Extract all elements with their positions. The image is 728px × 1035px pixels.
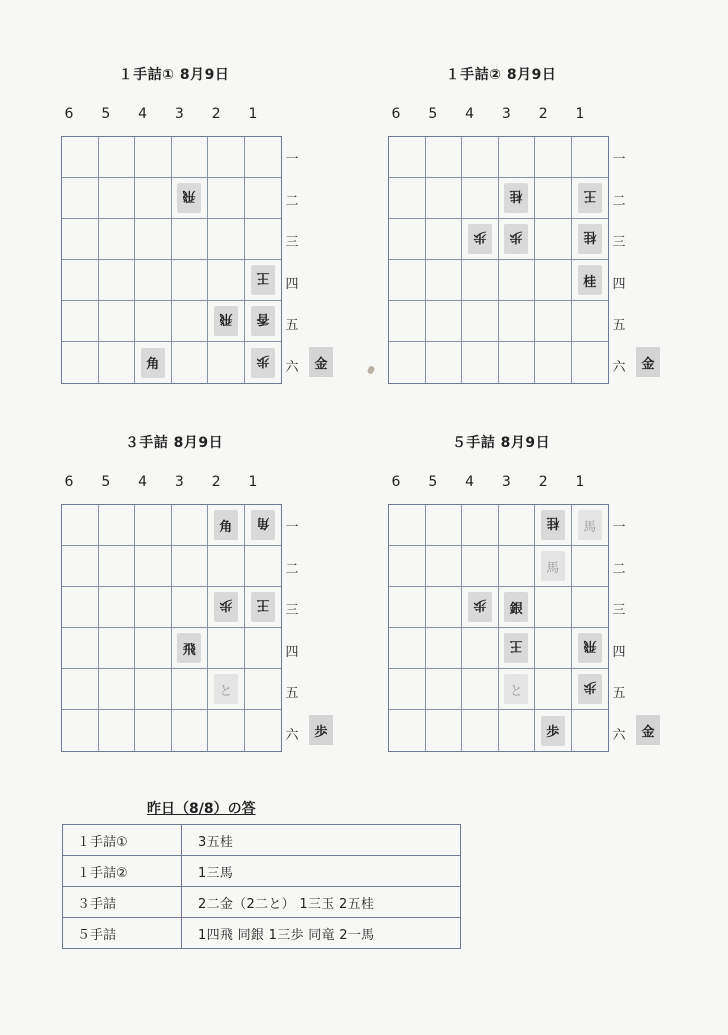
shogi-piece[interactable]: 王 bbox=[578, 183, 602, 213]
board-square[interactable] bbox=[426, 301, 463, 342]
column-number: 4 bbox=[465, 474, 475, 490]
board-square[interactable] bbox=[62, 628, 99, 669]
shogi-piece[interactable]: と bbox=[214, 674, 238, 704]
board-square[interactable] bbox=[172, 301, 209, 342]
board-square[interactable] bbox=[245, 628, 282, 669]
board-square[interactable] bbox=[135, 587, 172, 628]
answer-row bbox=[63, 918, 461, 949]
board-square[interactable] bbox=[172, 710, 209, 751]
board-square[interactable] bbox=[572, 669, 609, 710]
shogi-board bbox=[61, 504, 282, 752]
board-square[interactable] bbox=[389, 219, 426, 260]
board-square[interactable] bbox=[535, 219, 572, 260]
board-square[interactable] bbox=[389, 669, 426, 710]
board-square[interactable] bbox=[535, 628, 572, 669]
shogi-piece[interactable]: 馬 bbox=[578, 510, 602, 540]
column-number: 6 bbox=[64, 474, 74, 490]
board-square[interactable] bbox=[245, 178, 282, 219]
board-square[interactable] bbox=[135, 342, 172, 383]
answer-row bbox=[63, 887, 461, 918]
column-number: 1 bbox=[575, 106, 585, 122]
column-number: 1 bbox=[248, 106, 258, 122]
board-square[interactable] bbox=[99, 505, 136, 546]
board-square[interactable] bbox=[135, 669, 172, 710]
board-square[interactable] bbox=[62, 342, 99, 383]
board-square[interactable] bbox=[499, 546, 536, 587]
row-number: 五 bbox=[285, 318, 299, 333]
row-number: 二 bbox=[612, 561, 626, 577]
board-square[interactable] bbox=[426, 669, 463, 710]
board-square[interactable] bbox=[572, 137, 609, 178]
board-square[interactable] bbox=[172, 628, 209, 669]
board-square[interactable] bbox=[389, 710, 426, 751]
board-square[interactable] bbox=[535, 710, 572, 751]
board-square[interactable] bbox=[499, 219, 536, 260]
column-number: 4 bbox=[138, 474, 148, 490]
board-square[interactable] bbox=[499, 178, 536, 219]
answer-puzzle-label: ３手詰 bbox=[63, 887, 182, 918]
column-number: 1 bbox=[248, 474, 258, 490]
puzzle-title: ５手詰 8月9日 bbox=[451, 435, 551, 451]
board-square[interactable] bbox=[462, 260, 499, 301]
board-square[interactable] bbox=[62, 710, 99, 751]
row-number: 二 bbox=[285, 561, 299, 577]
board-square[interactable] bbox=[426, 628, 463, 669]
board-square[interactable] bbox=[99, 219, 136, 260]
piece-in-hand[interactable]: 金 bbox=[309, 347, 333, 377]
row-number: 六 bbox=[612, 727, 626, 743]
row-number: 六 bbox=[285, 727, 299, 743]
board-square[interactable] bbox=[462, 628, 499, 669]
row-number: 五 bbox=[612, 686, 626, 701]
board-square[interactable] bbox=[62, 301, 99, 342]
board-square[interactable] bbox=[535, 587, 572, 628]
board-square[interactable] bbox=[135, 628, 172, 669]
row-number: 六 bbox=[612, 359, 626, 375]
board-square[interactable] bbox=[245, 301, 282, 342]
board-square[interactable] bbox=[462, 178, 499, 219]
board-square[interactable] bbox=[99, 710, 136, 751]
board-square[interactable] bbox=[172, 342, 209, 383]
column-number: 4 bbox=[138, 106, 148, 122]
board-square[interactable] bbox=[499, 301, 536, 342]
board-square[interactable] bbox=[499, 587, 536, 628]
answer-moves: 3五桂 bbox=[182, 825, 461, 856]
board-square[interactable] bbox=[426, 546, 463, 587]
board-square[interactable] bbox=[462, 546, 499, 587]
board-square[interactable] bbox=[245, 137, 282, 178]
column-number: 5 bbox=[101, 106, 111, 122]
board-square[interactable] bbox=[172, 587, 209, 628]
board-square[interactable] bbox=[462, 587, 499, 628]
row-number: 五 bbox=[285, 686, 299, 701]
board-square[interactable] bbox=[172, 178, 209, 219]
column-number: 3 bbox=[501, 106, 511, 122]
board-square[interactable] bbox=[535, 137, 572, 178]
board-square[interactable] bbox=[535, 301, 572, 342]
board-square[interactable] bbox=[208, 301, 245, 342]
row-number: 五 bbox=[612, 318, 626, 333]
row-number: 一 bbox=[612, 520, 626, 535]
board-square[interactable] bbox=[99, 669, 136, 710]
shogi-piece[interactable]: 王 bbox=[251, 592, 275, 622]
board-square[interactable] bbox=[426, 587, 463, 628]
answer-puzzle-label: １手詰① bbox=[63, 825, 182, 856]
column-number: 2 bbox=[211, 474, 221, 490]
board-square[interactable] bbox=[245, 219, 282, 260]
board-square[interactable] bbox=[245, 260, 282, 301]
shogi-piece[interactable]: 馬 bbox=[541, 551, 565, 581]
board-square[interactable] bbox=[426, 260, 463, 301]
board-square[interactable] bbox=[135, 505, 172, 546]
piece-in-hand[interactable]: 金 bbox=[636, 715, 660, 745]
board-square[interactable] bbox=[462, 669, 499, 710]
board-square[interactable] bbox=[572, 546, 609, 587]
answer-row bbox=[63, 856, 461, 887]
board-square[interactable] bbox=[208, 260, 245, 301]
board-square[interactable] bbox=[572, 301, 609, 342]
row-number: 四 bbox=[285, 276, 299, 292]
row-number: 四 bbox=[612, 644, 626, 660]
board-square[interactable] bbox=[135, 301, 172, 342]
shogi-piece[interactable]: 桂 bbox=[578, 265, 602, 295]
board-square[interactable] bbox=[208, 546, 245, 587]
shogi-piece[interactable]: 歩 bbox=[214, 592, 238, 622]
board-square[interactable] bbox=[462, 505, 499, 546]
board-square[interactable] bbox=[208, 710, 245, 751]
row-number: 三 bbox=[285, 603, 299, 618]
board-square[interactable] bbox=[426, 137, 463, 178]
column-number: 2 bbox=[538, 106, 548, 122]
board-square[interactable] bbox=[62, 587, 99, 628]
shogi-board bbox=[61, 136, 282, 384]
board-square[interactable] bbox=[62, 260, 99, 301]
shogi-piece[interactable]: 銀 bbox=[504, 592, 528, 622]
board-square[interactable] bbox=[99, 301, 136, 342]
column-number: 5 bbox=[101, 474, 111, 490]
board-square[interactable] bbox=[208, 219, 245, 260]
board-square[interactable] bbox=[99, 342, 136, 383]
puzzle-title: １手詰① 8月9日 bbox=[118, 67, 230, 83]
row-number: 二 bbox=[285, 193, 299, 209]
board-square[interactable] bbox=[462, 342, 499, 383]
board-square[interactable] bbox=[99, 260, 136, 301]
board-square[interactable] bbox=[572, 260, 609, 301]
board-square[interactable] bbox=[389, 137, 426, 178]
shogi-piece[interactable]: 飛 bbox=[214, 306, 238, 336]
column-number: 4 bbox=[465, 106, 475, 122]
board-square[interactable] bbox=[208, 669, 245, 710]
board-square[interactable] bbox=[462, 137, 499, 178]
shogi-piece[interactable]: 歩 bbox=[541, 716, 565, 746]
board-square[interactable] bbox=[535, 342, 572, 383]
board-square[interactable] bbox=[208, 628, 245, 669]
board-square[interactable] bbox=[99, 178, 136, 219]
board-square[interactable] bbox=[572, 710, 609, 751]
column-number: 3 bbox=[174, 106, 184, 122]
board-square[interactable] bbox=[572, 178, 609, 219]
answers-table bbox=[62, 824, 461, 949]
board-square[interactable] bbox=[99, 546, 136, 587]
shogi-piece[interactable]: 角 bbox=[214, 510, 238, 540]
board-square[interactable] bbox=[245, 710, 282, 751]
board-square[interactable] bbox=[389, 178, 426, 219]
shogi-piece[interactable]: 歩 bbox=[504, 224, 528, 254]
row-number: 三 bbox=[612, 603, 626, 618]
shogi-piece[interactable]: 飛 bbox=[177, 633, 201, 663]
board-square[interactable] bbox=[208, 342, 245, 383]
board-square[interactable] bbox=[62, 219, 99, 260]
puzzle-title: ３手詰 8月9日 bbox=[124, 435, 224, 451]
board-square[interactable] bbox=[389, 260, 426, 301]
board-square[interactable] bbox=[535, 669, 572, 710]
board-square[interactable] bbox=[208, 137, 245, 178]
board-square[interactable] bbox=[62, 546, 99, 587]
board-square[interactable] bbox=[499, 260, 536, 301]
column-number: 2 bbox=[538, 474, 548, 490]
board-square[interactable] bbox=[389, 628, 426, 669]
board-square[interactable] bbox=[135, 219, 172, 260]
board-square[interactable] bbox=[426, 710, 463, 751]
shogi-piece[interactable]: 王 bbox=[504, 633, 528, 663]
board-square[interactable] bbox=[389, 546, 426, 587]
board-square[interactable] bbox=[99, 628, 136, 669]
row-number: 三 bbox=[285, 235, 299, 250]
shogi-piece[interactable]: 飛 bbox=[578, 633, 602, 663]
answer-puzzle-label: ５手詰 bbox=[63, 918, 182, 949]
shogi-piece[interactable]: と bbox=[504, 674, 528, 704]
column-number: 3 bbox=[501, 474, 511, 490]
board-square[interactable] bbox=[499, 628, 536, 669]
shogi-piece[interactable]: 角 bbox=[251, 510, 275, 540]
board-square[interactable] bbox=[245, 587, 282, 628]
board-square[interactable] bbox=[535, 260, 572, 301]
board-square[interactable] bbox=[245, 669, 282, 710]
board-square[interactable] bbox=[535, 546, 572, 587]
board-square[interactable] bbox=[172, 260, 209, 301]
answers-title: 昨日（8/8）の答 bbox=[147, 801, 256, 817]
column-number: 3 bbox=[174, 474, 184, 490]
board-square[interactable] bbox=[462, 710, 499, 751]
row-number: 一 bbox=[612, 152, 626, 167]
row-number: 三 bbox=[612, 235, 626, 250]
board-square[interactable] bbox=[172, 219, 209, 260]
puzzle-title: １手詰② 8月9日 bbox=[445, 67, 557, 83]
column-number: 6 bbox=[391, 474, 401, 490]
board-square[interactable] bbox=[535, 178, 572, 219]
shogi-piece[interactable]: 桂 bbox=[504, 183, 528, 213]
board-square[interactable] bbox=[62, 178, 99, 219]
shogi-piece[interactable]: 香 bbox=[251, 306, 275, 336]
board-square[interactable] bbox=[135, 546, 172, 587]
column-number: 6 bbox=[391, 106, 401, 122]
board-square[interactable] bbox=[135, 137, 172, 178]
piece-in-hand[interactable]: 金 bbox=[636, 347, 660, 377]
board-square[interactable] bbox=[535, 505, 572, 546]
board-square[interactable] bbox=[499, 342, 536, 383]
board-square[interactable] bbox=[462, 219, 499, 260]
board-square[interactable] bbox=[462, 301, 499, 342]
answer-puzzle-label: １手詰② bbox=[63, 856, 182, 887]
shogi-board bbox=[388, 136, 609, 384]
board-square[interactable] bbox=[572, 342, 609, 383]
column-number: 6 bbox=[64, 106, 74, 122]
board-square[interactable] bbox=[62, 669, 99, 710]
board-square[interactable] bbox=[572, 505, 609, 546]
board-square[interactable] bbox=[426, 505, 463, 546]
shogi-board bbox=[388, 504, 609, 752]
board-square[interactable] bbox=[245, 546, 282, 587]
board-square[interactable] bbox=[499, 137, 536, 178]
board-square[interactable] bbox=[572, 628, 609, 669]
board-square[interactable] bbox=[499, 505, 536, 546]
shogi-piece[interactable]: 歩 bbox=[251, 348, 275, 378]
board-square[interactable] bbox=[499, 710, 536, 751]
board-square[interactable] bbox=[245, 342, 282, 383]
board-square[interactable] bbox=[172, 546, 209, 587]
board-square[interactable] bbox=[572, 587, 609, 628]
piece-in-hand[interactable]: 歩 bbox=[309, 715, 333, 745]
board-square[interactable] bbox=[99, 587, 136, 628]
row-number: 四 bbox=[285, 644, 299, 660]
column-number: 5 bbox=[428, 106, 438, 122]
column-number: 5 bbox=[428, 474, 438, 490]
row-number: 二 bbox=[612, 193, 626, 209]
board-square[interactable] bbox=[389, 301, 426, 342]
column-number: 1 bbox=[575, 474, 585, 490]
board-square[interactable] bbox=[62, 505, 99, 546]
board-square[interactable] bbox=[135, 178, 172, 219]
board-square[interactable] bbox=[499, 669, 536, 710]
board-square[interactable] bbox=[389, 587, 426, 628]
board-square[interactable] bbox=[208, 587, 245, 628]
shogi-piece[interactable]: 桂 bbox=[541, 510, 565, 540]
answer-moves: 1四飛 同銀 1三歩 同竜 2一馬 bbox=[182, 918, 461, 949]
board-square[interactable] bbox=[389, 342, 426, 383]
shogi-piece[interactable]: 王 bbox=[251, 265, 275, 295]
board-square[interactable] bbox=[426, 178, 463, 219]
board-square[interactable] bbox=[135, 260, 172, 301]
board-square[interactable] bbox=[572, 219, 609, 260]
row-number: 一 bbox=[285, 520, 299, 535]
shogi-piece[interactable]: 歩 bbox=[468, 224, 492, 254]
answer-row bbox=[63, 825, 461, 856]
shogi-piece[interactable]: 角 bbox=[141, 348, 165, 378]
board-square[interactable] bbox=[62, 137, 99, 178]
row-number: 四 bbox=[612, 276, 626, 292]
board-square[interactable] bbox=[172, 669, 209, 710]
board-square[interactable] bbox=[389, 505, 426, 546]
board-square[interactable] bbox=[135, 710, 172, 751]
column-number: 2 bbox=[211, 106, 221, 122]
board-square[interactable] bbox=[99, 137, 136, 178]
shogi-piece[interactable]: 歩 bbox=[468, 592, 492, 622]
board-square[interactable] bbox=[426, 219, 463, 260]
board-square[interactable] bbox=[208, 505, 245, 546]
board-square[interactable] bbox=[426, 342, 463, 383]
board-square[interactable] bbox=[172, 137, 209, 178]
shogi-piece[interactable]: 飛 bbox=[177, 183, 201, 213]
answer-moves: 1三馬 bbox=[182, 856, 461, 887]
row-number: 六 bbox=[285, 359, 299, 375]
paper-speck bbox=[367, 365, 376, 375]
board-square[interactable] bbox=[208, 178, 245, 219]
board-square[interactable] bbox=[172, 505, 209, 546]
row-number: 一 bbox=[285, 152, 299, 167]
answer-moves: 2二金（2二と） 1三玉 2五桂 bbox=[182, 887, 461, 918]
shogi-piece[interactable]: 歩 bbox=[578, 674, 602, 704]
board-square[interactable] bbox=[245, 505, 282, 546]
shogi-piece[interactable]: 桂 bbox=[578, 224, 602, 254]
